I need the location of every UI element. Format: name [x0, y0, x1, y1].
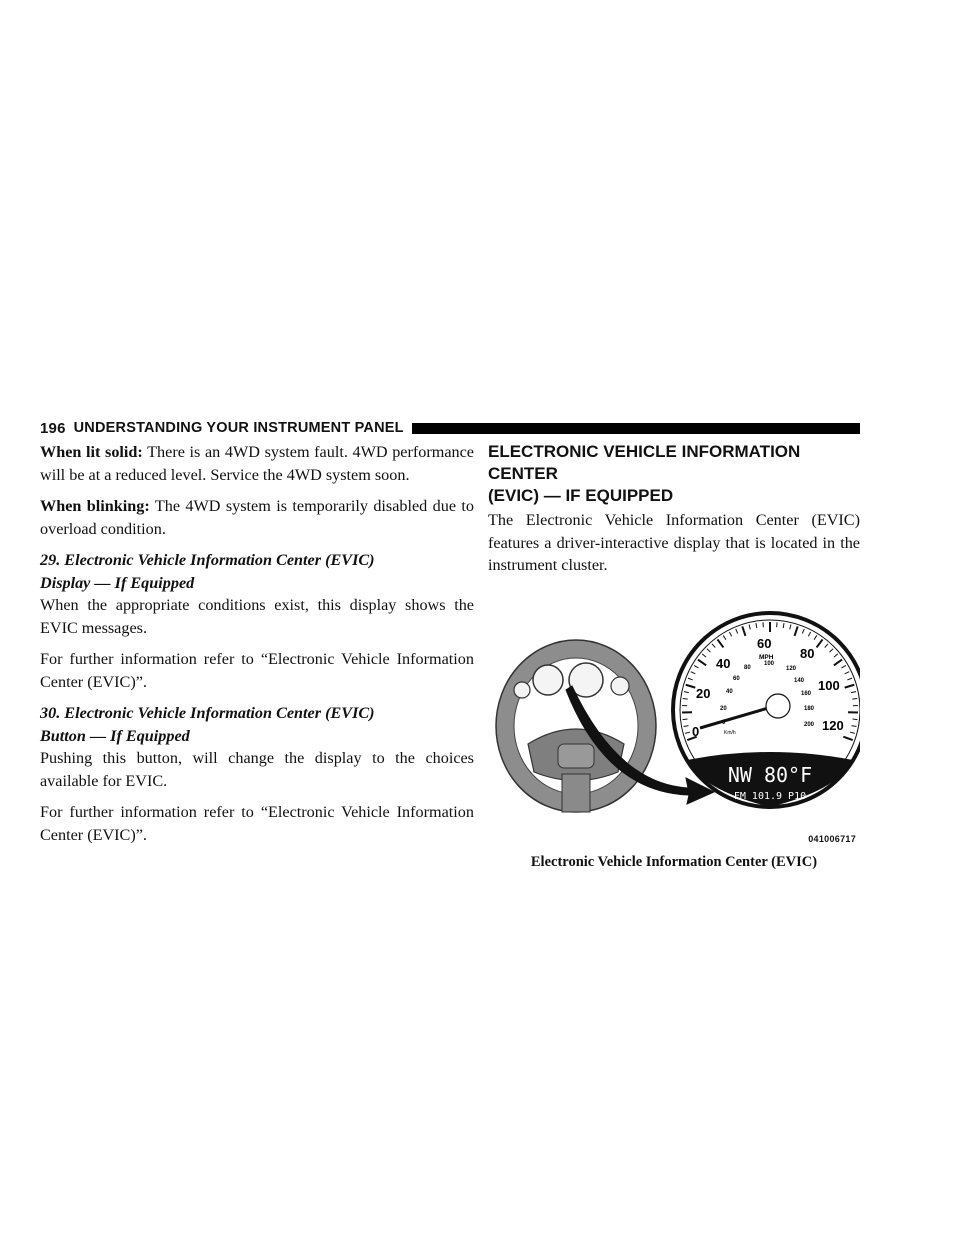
blinking-paragraph — [40, 495, 474, 540]
running-head: UNDERSTANDING YOUR INSTRUMENT PANEL — [73, 420, 404, 436]
page-number: 196 — [40, 419, 66, 437]
mph-label-120: 120 — [822, 717, 844, 733]
evic-intro: The Electronic Vehicle Information Center (EVIC) features a driver-interactive display that is located in the instrument cluster. — [488, 511, 860, 574]
figure-caption: Electronic Vehicle Information Center (EVIC) — [530, 853, 818, 870]
kmh-label-80: 80 — [744, 664, 751, 671]
kmh-label-180: 180 — [804, 705, 815, 712]
page-header — [40, 418, 860, 438]
kmh-label-200: 200 — [804, 721, 815, 728]
gauge-tick — [683, 698, 688, 699]
gauge-tick — [683, 719, 688, 720]
section-title-line2: (EVIC) — IF EQUIPPED — [488, 486, 674, 505]
evic-display-line2: FM 101.9 P10 — [733, 790, 807, 802]
item-30-heading-line2: Button — If Equipped — [40, 726, 190, 745]
item-30-reference: For further information refer to “Electronic Vehicle Information Center (EVIC)”. — [40, 803, 474, 844]
evic-illustration — [488, 594, 860, 834]
kmh-label-60: 60 — [733, 675, 740, 682]
kmh-label-140: 140 — [794, 677, 805, 684]
item-29-reference: For further information refer to “Electronic Vehicle Information Center (EVIC)”. — [40, 650, 474, 691]
mph-label-40: 40 — [716, 655, 731, 671]
mph-label-0: 0 — [692, 723, 700, 739]
kmh-unit: Km/h — [724, 729, 736, 736]
mph-label-60: 60 — [757, 635, 772, 651]
kmh-label-120: 120 — [786, 665, 797, 672]
mph-label-80: 80 — [800, 645, 815, 661]
gauge-tick — [853, 719, 858, 720]
evic-figure — [488, 594, 860, 844]
figure-id: 041006717 — [808, 833, 856, 844]
item-29-heading-line2: Display — If Equipped — [40, 573, 195, 592]
evic-display-line1: NW 80°F — [727, 762, 813, 787]
item-29-text: When the appropriate conditions exist, this display shows the EVIC messages. — [40, 596, 474, 637]
lit-solid-text: There is an 4WD system fault. 4WD performance will be at a reduced level. Service the 4WD system soon. — [40, 443, 474, 484]
section-title — [488, 441, 860, 507]
kmh-label-20: 20 — [720, 705, 727, 712]
left-column — [40, 441, 474, 846]
item-30-heading-line1: 30. Electronic Vehicle Information Center (EVIC) — [40, 704, 375, 722]
blinking-label: When blinking: — [40, 497, 150, 515]
mph-unit: MPH — [759, 653, 774, 661]
item-30-text: Pushing this button, will change the display to the choices available for EVIC. — [40, 749, 474, 790]
kmh-label-40: 40 — [726, 688, 733, 695]
gauge-tick — [852, 698, 857, 699]
item-29-heading — [40, 549, 474, 594]
steering-wheel-illustration — [496, 640, 656, 812]
kmh-label-100: 100 — [764, 660, 775, 667]
header-rule — [412, 423, 860, 434]
mph-label-20: 20 — [696, 685, 711, 701]
kmh-label-0: 0 — [722, 719, 726, 726]
section-title-line1: ELECTRONIC VEHICLE INFORMATION CENTER — [488, 442, 801, 483]
blinking-text: The 4WD system is temporarily disabled due to overload condition. — [40, 497, 474, 538]
item-29-heading-line1: 29. Electronic Vehicle Information Center (EVIC) — [40, 551, 375, 569]
lit-solid-paragraph — [40, 441, 474, 486]
lit-solid-label: When lit solid: — [40, 443, 143, 461]
right-column — [488, 441, 860, 871]
item-30-heading — [40, 702, 474, 747]
mph-label-100: 100 — [818, 677, 840, 693]
kmh-label-160: 160 — [801, 690, 812, 697]
